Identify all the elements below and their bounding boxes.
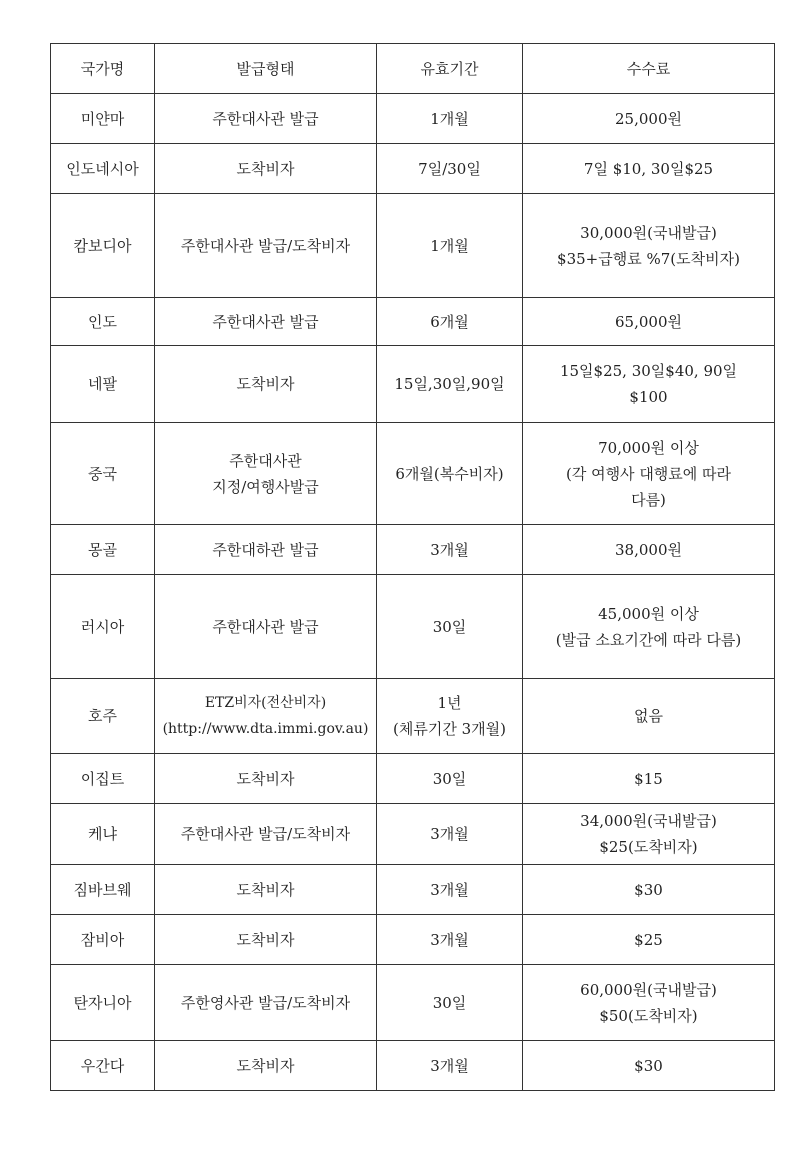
cell-validity: 15일,30일,90일: [377, 346, 523, 423]
cell-validity: 1년 (체류기간 3개월): [377, 679, 523, 754]
cell-fee: 45,000원 이상 (발급 소요기간에 따라 다름): [523, 575, 775, 679]
cell-country: 탄자니아: [51, 965, 155, 1041]
cell-issue-type: 주한대사관 발급: [155, 94, 377, 144]
cell-fee: 15일$25, 30일$40, 90일 $100: [523, 346, 775, 423]
cell-validity: 30일: [377, 965, 523, 1041]
cell-country: 케냐: [51, 804, 155, 865]
table-header-row: [51, 44, 775, 94]
cell-validity: 3개월: [377, 804, 523, 865]
cell-fee: $25: [523, 915, 775, 965]
cell-country: 캄보디아: [51, 194, 155, 298]
table-row: [51, 1041, 775, 1091]
cell-issue-type: 주한대사관 발급/도착비자: [155, 194, 377, 298]
header-fee: 수수료: [523, 44, 775, 94]
cell-issue-type: 주한대사관 발급/도착비자: [155, 804, 377, 865]
cell-validity: 7일/30일: [377, 144, 523, 194]
cell-country: 인도네시아: [51, 144, 155, 194]
cell-fee: $15: [523, 754, 775, 804]
table-row: [51, 194, 775, 298]
cell-fee: 60,000원(국내발급) $50(도착비자): [523, 965, 775, 1041]
cell-fee: $30: [523, 1041, 775, 1091]
table-row: [51, 865, 775, 915]
table-row: [51, 144, 775, 194]
cell-issue-type: 도착비자: [155, 144, 377, 194]
cell-issue-type: 도착비자: [155, 754, 377, 804]
cell-validity: 6개월(복수비자): [377, 423, 523, 525]
cell-issue-type: 도착비자: [155, 346, 377, 423]
cell-fee: 65,000원: [523, 298, 775, 346]
cell-validity: 3개월: [377, 525, 523, 575]
table-row: [51, 804, 775, 865]
cell-country: 몽골: [51, 525, 155, 575]
cell-validity: 30일: [377, 754, 523, 804]
cell-issue-type: 도착비자: [155, 865, 377, 915]
cell-country: 중국: [51, 423, 155, 525]
cell-issue-type: ETZ비자(전산비자) (http://www.dta.immi.gov.au): [155, 679, 377, 754]
cell-country: 호주: [51, 679, 155, 754]
cell-country: 이집트: [51, 754, 155, 804]
cell-validity: 3개월: [377, 1041, 523, 1091]
table-row: [51, 298, 775, 346]
table-row: [51, 423, 775, 525]
cell-issue-type: 주한대하관 발급: [155, 525, 377, 575]
table-row: [51, 754, 775, 804]
header-validity: 유효기간: [377, 44, 523, 94]
cell-issue-type: 주한대사관 발급: [155, 298, 377, 346]
header-issue-type: 발급형태: [155, 44, 377, 94]
cell-country: 러시아: [51, 575, 155, 679]
cell-country: 짐바브웨: [51, 865, 155, 915]
cell-validity: 6개월: [377, 298, 523, 346]
cell-issue-type: 주한영사관 발급/도착비자: [155, 965, 377, 1041]
cell-issue-type: 주한대사관 지정/여행사발급: [155, 423, 377, 525]
cell-issue-type: 도착비자: [155, 915, 377, 965]
cell-validity: 30일: [377, 575, 523, 679]
cell-country: 우간다: [51, 1041, 155, 1091]
table-row: [51, 94, 775, 144]
cell-validity: 3개월: [377, 865, 523, 915]
cell-fee: 7일 $10, 30일$25: [523, 144, 775, 194]
table-row: [51, 575, 775, 679]
cell-issue-type: 도착비자: [155, 1041, 377, 1091]
cell-validity: 1개월: [377, 94, 523, 144]
cell-issue-type: 주한대사관 발급: [155, 575, 377, 679]
cell-country: 네팔: [51, 346, 155, 423]
cell-fee: 없음: [523, 679, 775, 754]
table-row: [51, 525, 775, 575]
table-row: [51, 346, 775, 423]
cell-country: 미얀마: [51, 94, 155, 144]
cell-country: 잠비아: [51, 915, 155, 965]
cell-fee: $30: [523, 865, 775, 915]
cell-fee: 25,000원: [523, 94, 775, 144]
cell-fee: 70,000원 이상 (각 여행사 대행료에 따라 다름): [523, 423, 775, 525]
cell-fee: 30,000원(국내발급) $35+급행료 %7(도착비자): [523, 194, 775, 298]
cell-validity: 1개월: [377, 194, 523, 298]
cell-country: 인도: [51, 298, 155, 346]
header-country: 국가명: [51, 44, 155, 94]
table-row: [51, 679, 775, 754]
table-row: [51, 965, 775, 1041]
table-row: [51, 915, 775, 965]
visa-fee-table: [50, 43, 775, 1091]
cell-fee: 34,000원(국내발급) $25(도착비자): [523, 804, 775, 865]
cell-validity: 3개월: [377, 915, 523, 965]
cell-fee: 38,000원: [523, 525, 775, 575]
